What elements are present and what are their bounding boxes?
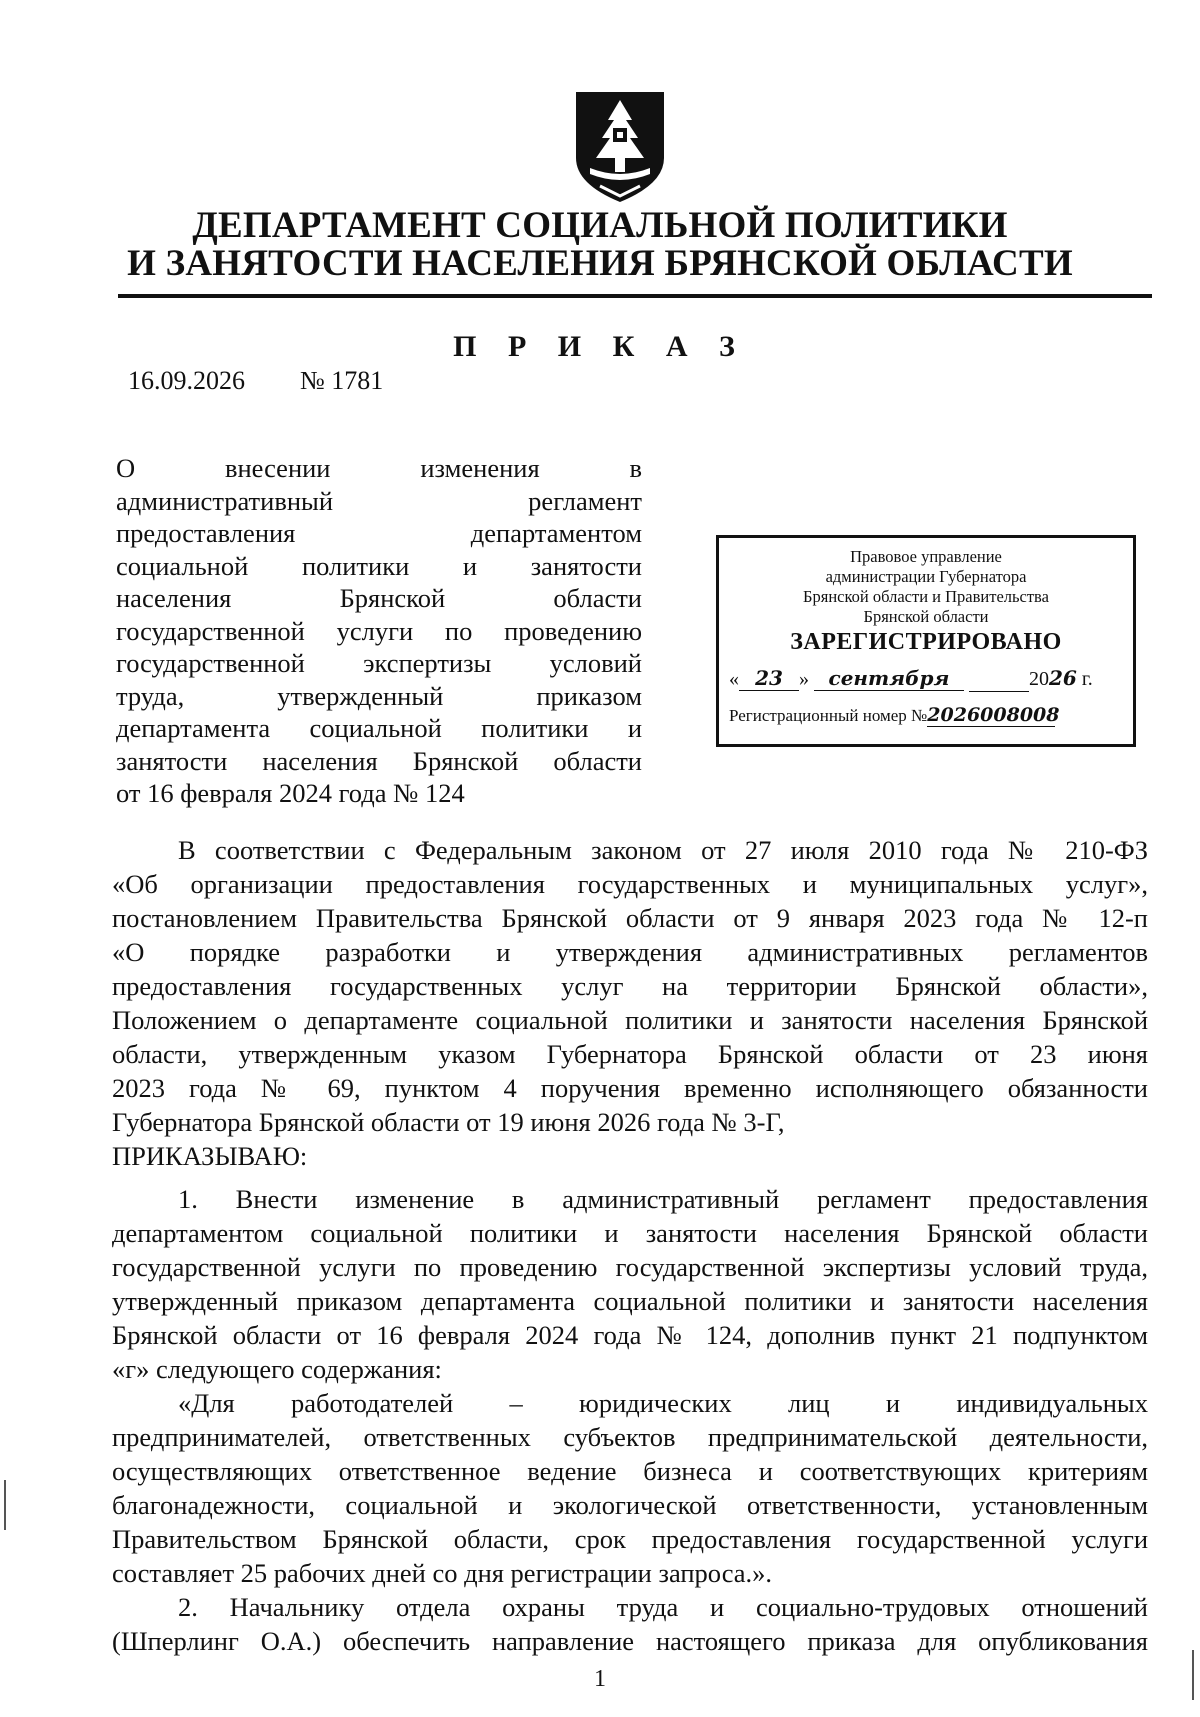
- order-subject: [116, 452, 642, 810]
- item1-line: Брянской области от 16 февраля 2024 года № 124, дополнив пункт 21 подпунктом: [112, 1320, 1148, 1350]
- subject-line: департамента социальной политики и: [116, 713, 642, 743]
- item1-line: департаментом социальной политики и занятости населения Брянской области: [112, 1218, 1148, 1248]
- quote-line: осуществляющих ответственное ведение бизнеса и соответствующих критериям: [112, 1456, 1148, 1486]
- quote-line: составляет 25 рабочих дней со дня регистрации запроса.».: [112, 1558, 773, 1588]
- preamble-line: предоставления государственных услуг на территории Брянской области»,: [112, 971, 1148, 1001]
- stamp-org-line: Брянской области: [863, 607, 989, 626]
- preamble-line: постановлением Правительства Брянской области от 9 января 2023 года № 12-п: [112, 903, 1148, 933]
- preamble: [112, 833, 1148, 1173]
- coat-of-arms-icon: [570, 88, 670, 206]
- registration-stamp: [716, 535, 1136, 747]
- item2-line: (Шперлинг О.А.) обеспечить направление настоящего приказа для опубликования: [112, 1626, 1148, 1656]
- quote-line: предпринимателей, ответственных субъектов предпринимательской деятельности,: [112, 1422, 1148, 1452]
- scan-edge-mark: [1192, 1650, 1194, 1700]
- quote-line: благонадежности, социальной и экологической ответственности, установленным: [112, 1490, 1148, 1520]
- item1-line: 1. Внести изменение в административный регламент предоставления: [178, 1184, 1148, 1214]
- quote-line: «Для работодателей – юридических лиц и индивидуальных: [178, 1388, 1148, 1418]
- document-type-title: П Р И К А З: [453, 330, 747, 363]
- department-name-line2: И ЗАНЯТОСТИ НАСЕЛЕНИЯ БРЯНСКОЙ ОБЛАСТИ: [127, 243, 1073, 284]
- preamble-line: 2023 года № 69, пунктом 4 поручения временно исполняющего обязанности: [112, 1073, 1148, 1103]
- amendment-quote: [112, 1386, 1148, 1590]
- subject-line: занятости населения Брянской области: [116, 745, 642, 776]
- subject-line: труда, утвержденный приказом: [116, 680, 642, 711]
- preamble-line: «О порядке разработки и утверждения административных регламентов: [112, 937, 1148, 967]
- preamble-line: «Об организации предоставления государственных и муниципальных услуг»,: [112, 869, 1148, 899]
- subject-line: государственной услуги по проведению: [116, 615, 642, 646]
- stamp-reg-line: [729, 704, 1123, 727]
- item1-line: утвержденный приказом департамента социальной политики и занятости населения: [112, 1286, 1148, 1316]
- subject-line: предоставления департаментом: [116, 518, 642, 548]
- order-date: 16.09.2026: [128, 366, 245, 395]
- stamp-date-line: « 23 » сентября 2026 г.: [729, 666, 1093, 690]
- stamp-month: сентября: [814, 666, 964, 691]
- stamp-reg-label: Регистрационный номер №: [729, 706, 928, 725]
- subject-line: государственной экспертизы условий: [116, 648, 642, 678]
- stamp-year-suffix: 26: [1049, 666, 1077, 690]
- header-divider: [118, 294, 1152, 298]
- preamble-line: Губернатора Брянской области от 19 июня 2026 года № 3-Г,: [112, 1107, 785, 1137]
- preamble-line: В соответствии с Федеральным законом от 27 июля 2010 года № 210-ФЗ: [178, 835, 1148, 865]
- stamp-reg-number: 2026008008: [927, 704, 1060, 726]
- item-1: [112, 1182, 1148, 1386]
- item-2: [112, 1590, 1148, 1658]
- department-name-line1: ДЕПАРТАМЕНТ СОЦИАЛЬНОЙ ПОЛИТИКИ: [192, 205, 1008, 246]
- stamp-org-line: Правовое управление: [850, 547, 1002, 566]
- item2-line: 2. Начальнику отдела охраны труда и социально-трудовых отношений: [178, 1592, 1148, 1622]
- page-number: 1: [594, 1666, 606, 1692]
- preamble-line: области, утвержденным указом Губернатора Брянской области от 23 июня: [112, 1039, 1148, 1069]
- quote-line: Правительством Брянской области, срок предоставления государственной услуги: [112, 1524, 1148, 1554]
- stamp-blank: [969, 668, 1029, 692]
- scan-edge-mark: [4, 1480, 6, 1530]
- stamp-org-line: Брянской области и Правительства: [803, 587, 1049, 606]
- subject-line: О внесении изменения в: [116, 453, 642, 483]
- subject-line: от 16 февраля 2024 года № 124: [116, 778, 465, 808]
- stamp-org-line: администрации Губернатора: [825, 567, 1027, 586]
- command-word: ПРИКАЗЫВАЮ:: [112, 1141, 308, 1171]
- order-number: № 1781: [300, 366, 384, 395]
- stamp-year-unit: г.: [1081, 668, 1093, 690]
- stamp-status: ЗАРЕГИСТРИРОВАНО: [790, 629, 1062, 655]
- preamble-line: Положением о департаменте социальной политики и занятости населения Брянской: [112, 1005, 1148, 1035]
- item1-line: государственной услуги по проведению государственной экспертизы условий труда,: [112, 1252, 1148, 1282]
- item1-line: «г» следующего содержания:: [112, 1354, 442, 1384]
- stamp-day: 23: [739, 666, 799, 691]
- subject-line: населения Брянской области: [116, 583, 642, 613]
- subject-line: социальной политики и занятости: [116, 550, 642, 581]
- stamp-year-prefix: 20: [1029, 668, 1049, 690]
- subject-line: административный регламент: [116, 485, 642, 516]
